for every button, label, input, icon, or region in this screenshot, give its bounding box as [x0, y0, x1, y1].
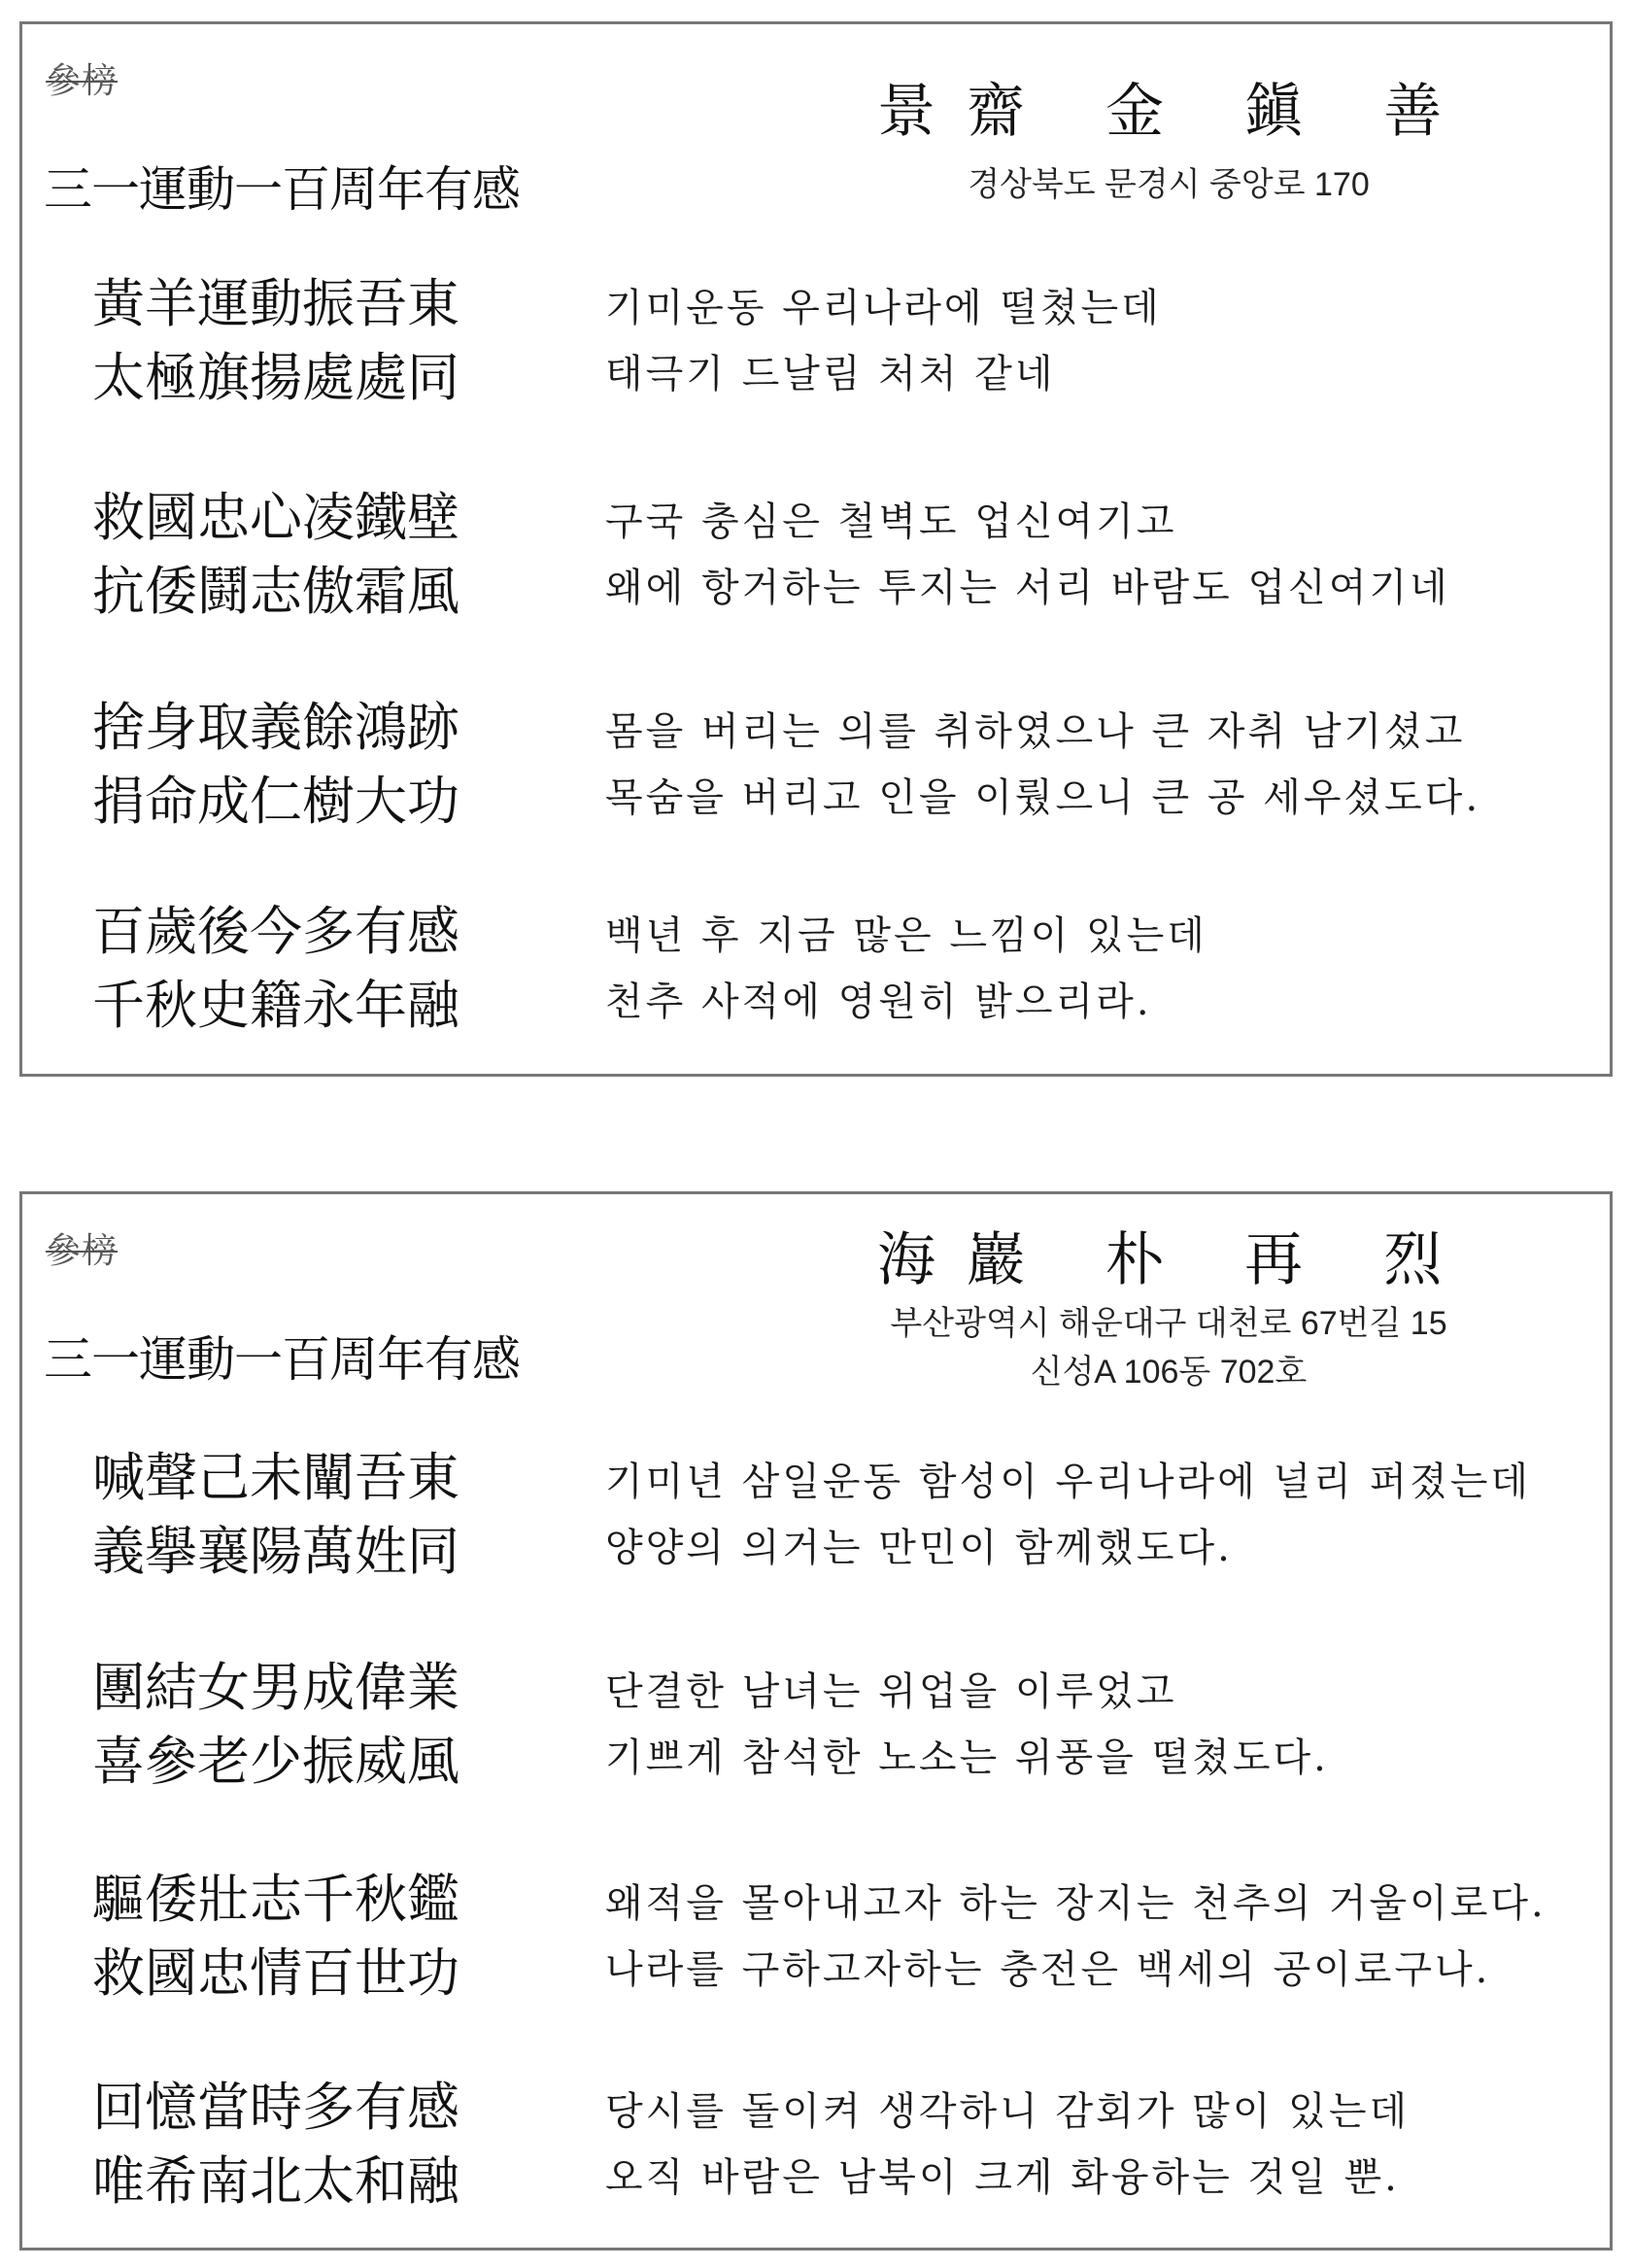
korean-line: 천추 사적에 영원히 밝으리라.	[605, 979, 1152, 1024]
korean-translation	[605, 1659, 1329, 1791]
hanja-lines	[92, 2071, 459, 2218]
hanja-lines	[92, 267, 459, 415]
poem-card	[19, 21, 1613, 1077]
korean-line: 기미운동 우리나라에 떨쳤는데	[605, 286, 1162, 330]
couplet	[22, 1441, 1610, 1635]
couplet	[22, 481, 1610, 675]
poem-card	[19, 1191, 1613, 2251]
hanja-line: 喜參老少振威風	[92, 1731, 459, 1792]
korean-line: 나라를 구하고자하는 충전은 백세의 공이로구나.	[605, 1947, 1491, 1992]
couplet	[22, 895, 1610, 1089]
korean-line: 오직 바람은 남북이 크게 화융하는 것일 뿐.	[605, 2155, 1400, 2200]
korean-line: 당시를 돌이켜 생각하니 감회가 많이 있는데	[605, 2089, 1411, 2134]
hanja-line: 千秋史籍永年融	[92, 975, 459, 1036]
couplet	[22, 267, 1610, 462]
hanja-lines	[92, 691, 459, 839]
hanja-lines	[92, 1863, 459, 2010]
hanja-line: 喊聲己未闡吾東	[92, 1447, 459, 1508]
hanja-line: 回憶當時多有感	[92, 2077, 459, 2138]
korean-translation	[605, 2079, 1410, 2211]
hanja-lines	[92, 1441, 459, 1589]
korean-translation	[605, 699, 1480, 831]
korean-line: 단결한 남녀는 위업을 이루었고	[605, 1669, 1177, 1714]
korean-line: 목숨을 버리고 인을 이뤘으니 큰 공 세우셨도다.	[605, 775, 1481, 820]
address-line: 부산광역시 해운대구 대천로 67번길 15	[890, 1305, 1447, 1342]
address-line: 신성A 106동 702호	[1030, 1354, 1308, 1391]
hanja-line: 驅倭壯志千秋鑑	[92, 1869, 459, 1930]
author-address	[761, 1299, 1577, 1396]
hanja-line: 救國忠心凌鐵壁	[92, 487, 459, 548]
korean-translation	[605, 275, 1162, 407]
hanja-line: 唯希南北太和融	[92, 2150, 459, 2212]
korean-line: 구국 충심은 철벽도 업신여기고	[605, 499, 1177, 544]
poem-title: 三一運動一百周年有感	[44, 161, 520, 218]
hanja-line: 太極旗揚處處同	[92, 347, 459, 408]
hanja-line: 百歲後今多有感	[92, 901, 459, 962]
author-name: 海巖 朴 再 烈	[877, 1226, 1474, 1294]
korean-line: 왜적을 몰아내고자 하는 장지는 천추의 거울이로다.	[605, 1881, 1547, 1926]
couplet	[22, 1651, 1610, 1845]
hanja-line: 團結女男成偉業	[92, 1657, 459, 1718]
hanja-line: 捨身取義餘鴻跡	[92, 697, 459, 758]
korean-line: 태극기 드날림 처처 같네	[605, 352, 1056, 396]
korean-translation	[605, 489, 1450, 621]
korean-line: 몸을 버리는 의를 취하였으나 큰 자취 남기셨고	[605, 709, 1466, 754]
hanja-lines	[92, 481, 459, 629]
hanja-line: 黃羊運動振吾東	[92, 273, 459, 334]
poem-title: 三一運動一百周年有感	[44, 1331, 520, 1388]
korean-line: 백년 후 지금 많은 느낌이 있는데	[605, 913, 1207, 958]
hanja-line: 抗倭鬪志傲霜風	[92, 561, 459, 622]
korean-translation	[605, 1871, 1547, 2003]
korean-translation	[605, 903, 1207, 1035]
hanja-line: 義擧襄陽萬姓同	[92, 1521, 459, 1582]
author-name: 景齋 金 鎭 善	[877, 78, 1474, 146]
korean-line: 기쁘게 참석한 노소는 위풍을 떨쳤도다.	[605, 1735, 1329, 1780]
couplet	[22, 1863, 1610, 2057]
author-address	[761, 160, 1577, 209]
couplet	[22, 691, 1610, 885]
korean-translation	[605, 1449, 1531, 1581]
address-line: 경상북도 문경시 중앙로 170	[968, 166, 1370, 203]
korean-line: 기미년 삼일운동 함성이 우리나라에 널리 퍼졌는데	[605, 1460, 1532, 1504]
label-stamp: 參榜	[46, 1231, 119, 1271]
couplet	[22, 2071, 1610, 2265]
label-stamp: 參榜	[46, 61, 119, 101]
hanja-line: 捐命成仁樹大功	[92, 771, 459, 832]
hanja-lines	[92, 895, 459, 1043]
hanja-lines	[92, 1651, 459, 1799]
korean-line: 양양의 의거는 만민이 함께했도다.	[605, 1526, 1233, 1570]
hanja-line: 救國忠情百世功	[92, 1942, 459, 2004]
korean-line: 왜에 항거하는 투지는 서리 바람도 업신여기네	[605, 566, 1450, 610]
